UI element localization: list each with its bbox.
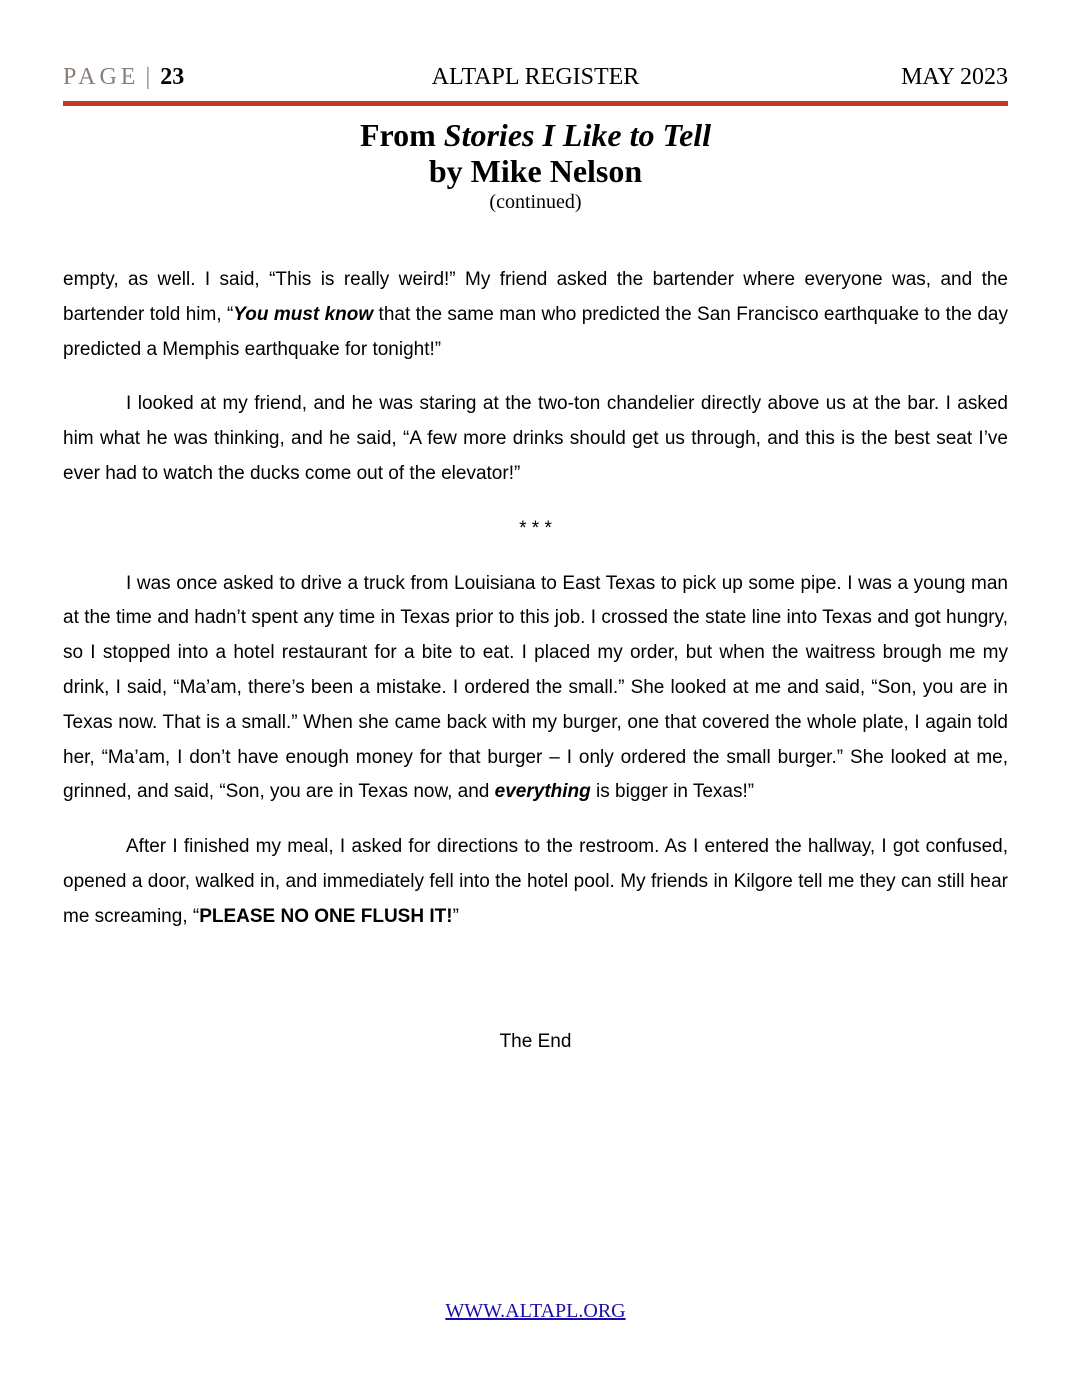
title-prefix: From (359, 117, 444, 153)
paragraph-text: I was once asked to drive a truck from Louisiana to East Texas to pick up some pipe. I was a young man at the time and hadn’t spent any time in Texas prior to this job. I crossed the state line into Texas and got hungry, so I stopped into a hotel restaurant for a bite to eat. I placed my order, but when the waitress brough me my drink, I said, “Ma’am, there’s been a mistake. I ordered the small.” She looked at me and said, “Son, you are in Texas now. That is a small.” When she came back with my burger, one that covered the whole plate, I again told her, “Ma’am, I don’t have enough money for that burger – I only ordered the small burger.” She looked at me, grinned, and said, “Son, you are in Texas now, and (63, 572, 1008, 803)
paragraph-text: ” (452, 905, 459, 927)
paragraph-2: I looked at my friend, and he was staring at the two-ton chandelier directly above us at the bar. I asked him what he was thinking, and he said, “A few more drinks should get us through, and this is the best seat I’ve ever had to watch the ducks come out of the elevator!” (63, 393, 1008, 484)
emphasis-text: everything (494, 781, 591, 803)
paragraph-3 (63, 567, 1008, 811)
page-separator: | (145, 64, 151, 90)
article-title-block (63, 117, 1008, 215)
article-author: by Mike Nelson (428, 153, 643, 189)
continued-note: (continued) (489, 191, 582, 213)
closing-text: The End (499, 1031, 572, 1052)
emphasis-text: You must know (233, 303, 374, 325)
paragraph-text: empty, as well. I said, “This is really weird!” My friend asked the bartender where everyone was, and the bartender told him, “ (63, 269, 1008, 325)
section-separator: * * * (519, 517, 552, 539)
paragraph-1 (63, 263, 1008, 367)
page-label: PAGE (63, 64, 140, 90)
page-footer (63, 1300, 1008, 1323)
page-number: 23 (160, 64, 185, 90)
issue-date: MAY 2023 (901, 64, 1008, 90)
bold-text: PLEASE NO ONE FLUSH IT! (199, 905, 453, 927)
paragraph-text: is bigger in Texas!” (590, 781, 755, 803)
publication-title: ALTAPL REGISTER (431, 64, 640, 90)
book-title: Stories I Like to Tell (443, 117, 712, 153)
paragraph-4 (63, 830, 1008, 934)
article-body (63, 263, 1008, 935)
header-rule (63, 101, 1008, 106)
paragraph-text: that the same man who predicted the San Francisco earthquake to the day predicted a Memphis earthquake for tonight!” (63, 303, 1008, 360)
website-link[interactable]: WWW.ALTAPL.ORG (445, 1300, 626, 1322)
article-title (63, 117, 1008, 153)
paragraph-text: After I finished my meal, I asked for directions to the restroom. As I entered the hallway, I got confused, opened a door, walked in, and immediately fell into the hotel pool. My friends in Kilgore tell me they can still hear me screaming, “ (63, 836, 1008, 927)
page-header (63, 64, 1008, 94)
